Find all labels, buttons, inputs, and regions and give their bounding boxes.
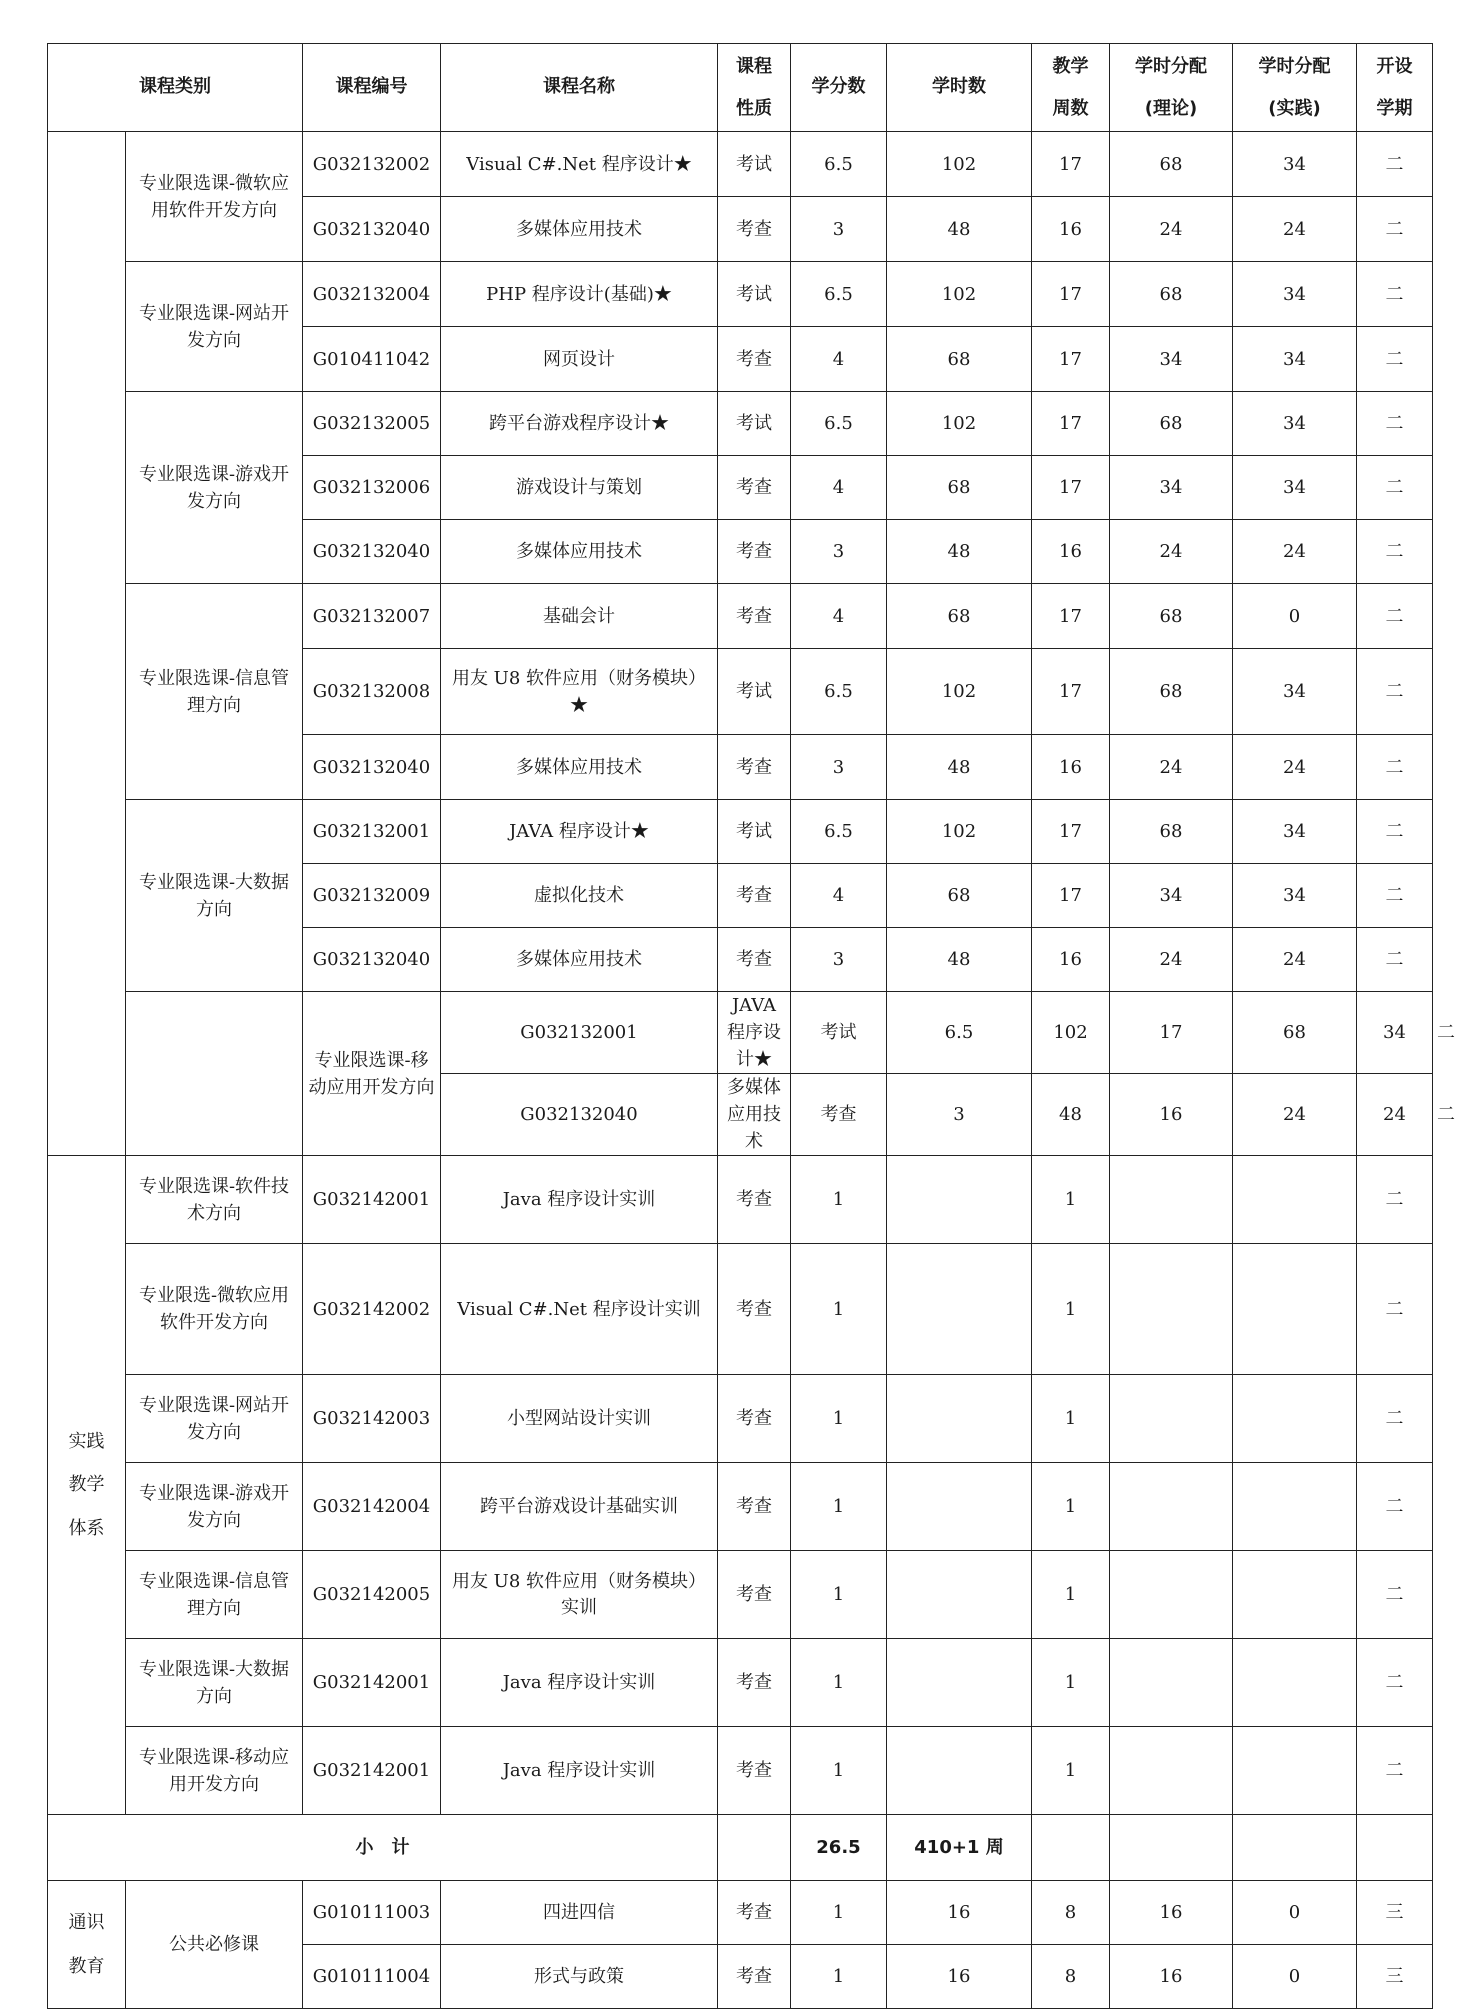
course-credits: 4	[791, 327, 887, 392]
course-credits: 6.5	[791, 800, 887, 864]
course-nature: 考查	[718, 1463, 791, 1551]
course-code: G032132009	[303, 864, 441, 928]
course-code: G010111004	[303, 1945, 441, 2009]
course-practice	[1233, 1727, 1357, 1815]
table-row	[48, 1375, 1433, 1463]
course-theory	[1110, 1375, 1233, 1463]
group-game: 专业限选课-游戏开发方向	[126, 392, 303, 584]
subtotal-practice-blank	[1233, 1815, 1357, 1881]
course-hours	[887, 1551, 1032, 1639]
course-theory: 16	[1110, 1945, 1233, 2009]
course-practice	[1233, 1156, 1357, 1244]
course-semester: 三	[1357, 1881, 1433, 1945]
group-info: 专业限选课-信息管理方向	[126, 584, 303, 800]
course-weeks: 17	[1032, 584, 1110, 649]
course-hours: 48	[887, 735, 1032, 800]
course-theory: 68	[1110, 649, 1233, 735]
course-semester: 二	[1357, 262, 1433, 327]
course-theory: 68	[1110, 800, 1233, 864]
course-nature: 考查	[718, 1375, 791, 1463]
course-credits: 1	[791, 1156, 887, 1244]
course-credits: 4	[791, 864, 887, 928]
course-nature: 考查	[718, 735, 791, 800]
course-weeks: 17	[1032, 132, 1110, 197]
course-theory	[1110, 1639, 1233, 1727]
course-practice: 0	[1233, 1945, 1357, 2009]
header-theory: 学时分配(理论)	[1110, 44, 1233, 132]
course-credits: 3	[791, 735, 887, 800]
group-practice-web: 专业限选课-网站开发方向	[126, 1375, 303, 1463]
course-practice	[1233, 1463, 1357, 1551]
course-nature: 考查	[718, 1727, 791, 1815]
course-weeks: 8	[1032, 1881, 1110, 1945]
group-practice-mobile: 专业限选课-移动应用开发方向	[126, 1727, 303, 1815]
course-practice: 34	[1233, 327, 1357, 392]
course-credits: 4	[791, 456, 887, 520]
course-practice	[1233, 1375, 1357, 1463]
course-semester: 二	[1357, 1244, 1433, 1375]
course-nature: 考试	[791, 992, 887, 1074]
table-row	[48, 1463, 1433, 1551]
course-practice: 0	[1233, 584, 1357, 649]
course-semester: 二	[1357, 392, 1433, 456]
course-nature: 考查	[718, 864, 791, 928]
header-nature: 课程性质	[718, 44, 791, 132]
course-semester: 二	[1357, 928, 1433, 992]
table-row	[48, 262, 1433, 327]
course-hours: 48	[887, 197, 1032, 262]
course-practice: 34	[1233, 262, 1357, 327]
course-weeks: 16	[1032, 928, 1110, 992]
course-hours: 48	[887, 928, 1032, 992]
course-credits: 3	[791, 197, 887, 262]
course-code: G032132040	[303, 735, 441, 800]
course-name: 多媒体应用技术	[718, 1074, 791, 1156]
course-semester: 二	[1357, 132, 1433, 197]
subtotal-hours: 410+1 周	[887, 1815, 1032, 1881]
course-semester: 二	[1357, 520, 1433, 584]
group-mobile: 专业限选课-移动应用开发方向	[303, 992, 441, 1156]
course-semester: 二	[1357, 1727, 1433, 1815]
course-theory: 24	[1233, 1074, 1357, 1156]
course-weeks: 16	[1032, 197, 1110, 262]
table-row	[48, 584, 1433, 649]
course-theory	[1110, 1156, 1233, 1244]
course-practice: 24	[1233, 197, 1357, 262]
group-bigdata: 专业限选课-大数据方向	[126, 800, 303, 992]
course-name: Java 程序设计实训	[441, 1727, 718, 1815]
header-name: 课程名称	[441, 44, 718, 132]
table-row	[48, 1156, 1433, 1244]
course-nature: 考查	[718, 1156, 791, 1244]
category-blank-2	[126, 992, 303, 1156]
course-name: 多媒体应用技术	[441, 197, 718, 262]
course-name: Java 程序设计实训	[441, 1639, 718, 1727]
course-name: 基础会计	[441, 584, 718, 649]
course-hours: 102	[1032, 992, 1110, 1074]
course-code: G032132005	[303, 392, 441, 456]
course-name: 跨平台游戏设计基础实训	[441, 1463, 718, 1551]
course-name: 四进四信	[441, 1881, 718, 1945]
course-name: PHP 程序设计(基础)★	[441, 262, 718, 327]
course-practice: 34	[1357, 992, 1433, 1074]
course-hours: 102	[887, 132, 1032, 197]
header-row	[48, 44, 1433, 132]
course-code: G032142002	[303, 1244, 441, 1375]
course-credits: 1	[791, 1375, 887, 1463]
course-weeks: 1	[1032, 1463, 1110, 1551]
course-semester: 二	[1357, 1551, 1433, 1639]
course-theory: 68	[1110, 262, 1233, 327]
course-semester: 二	[1357, 327, 1433, 392]
course-practice: 34	[1233, 649, 1357, 735]
course-hours: 16	[887, 1881, 1032, 1945]
course-semester: 二	[1357, 864, 1433, 928]
course-hours	[887, 1244, 1032, 1375]
course-credits: 3	[791, 928, 887, 992]
course-theory: 34	[1110, 327, 1233, 392]
course-code: G032132007	[303, 584, 441, 649]
course-code: G032132001	[441, 992, 718, 1074]
course-semester: 三	[1357, 1945, 1433, 2009]
course-hours: 48	[1032, 1074, 1110, 1156]
course-name: 跨平台游戏程序设计★	[441, 392, 718, 456]
course-credits: 1	[791, 1463, 887, 1551]
category-blank	[48, 132, 126, 1156]
group-web: 专业限选课-网站开发方向	[126, 262, 303, 392]
course-code: G032142005	[303, 1551, 441, 1639]
course-name: 小型网站设计实训	[441, 1375, 718, 1463]
course-practice: 34	[1233, 800, 1357, 864]
course-hours: 102	[887, 262, 1032, 327]
course-weeks: 16	[1032, 520, 1110, 584]
header-code: 课程编号	[303, 44, 441, 132]
table-row	[48, 1727, 1433, 1815]
course-name: 用友 U8 软件应用（财务模块）实训	[441, 1551, 718, 1639]
course-practice: 34	[1233, 864, 1357, 928]
group-practice-ms: 专业限选-微软应用软件开发方向	[126, 1244, 303, 1375]
course-hours: 16	[887, 1945, 1032, 2009]
subtotal-weeks-blank	[1032, 1815, 1110, 1881]
course-theory: 16	[1110, 1881, 1233, 1945]
course-nature: 考查	[718, 584, 791, 649]
course-theory: 24	[1110, 197, 1233, 262]
course-hours: 68	[887, 327, 1032, 392]
course-credits: 1	[791, 1639, 887, 1727]
course-hours	[887, 1375, 1032, 1463]
table-row: G032132040 多媒体应用技术 考查 3 48 16 24 24 二	[48, 1074, 1433, 1156]
course-hours: 102	[887, 800, 1032, 864]
course-weeks: 16	[1032, 735, 1110, 800]
course-weeks: 1	[1032, 1375, 1110, 1463]
course-practice: 34	[1233, 132, 1357, 197]
course-credits: 6.5	[791, 132, 887, 197]
table-row	[48, 800, 1433, 864]
course-theory: 68	[1110, 584, 1233, 649]
course-weeks: 8	[1032, 1945, 1110, 2009]
course-nature: 考试	[718, 262, 791, 327]
course-code: G032132004	[303, 262, 441, 327]
course-semester: 二	[1357, 649, 1433, 735]
table-row	[48, 132, 1433, 197]
table-row	[48, 1244, 1433, 1375]
table-row	[48, 1639, 1433, 1727]
header-practice: 学时分配(实践)	[1233, 44, 1357, 132]
course-theory	[1110, 1463, 1233, 1551]
course-nature: 考查	[791, 1074, 887, 1156]
course-nature: 考查	[718, 1244, 791, 1375]
table-row: 专业限选课-移动应用开发方向 G032132001 JAVA 程序设计★ 考试 6.5 102 17 68 34 二	[48, 992, 1433, 1074]
course-name: JAVA 程序设计★	[441, 800, 718, 864]
header-category: 课程类别	[48, 44, 303, 132]
course-code: G032132006	[303, 456, 441, 520]
subtotal-nature-blank	[718, 1815, 791, 1881]
course-theory	[1110, 1727, 1233, 1815]
course-weeks: 17	[1032, 262, 1110, 327]
course-name: 用友 U8 软件应用（财务模块）★	[441, 649, 718, 735]
course-code: G010111003	[303, 1881, 441, 1945]
course-weeks: 17	[1032, 864, 1110, 928]
course-nature: 考查	[718, 1881, 791, 1945]
course-semester: 二	[1357, 456, 1433, 520]
course-name: 多媒体应用技术	[441, 735, 718, 800]
group-practice-game: 专业限选课-游戏开发方向	[126, 1463, 303, 1551]
course-weeks: 17	[1110, 992, 1233, 1074]
table-row	[48, 1551, 1433, 1639]
course-nature: 考查	[718, 327, 791, 392]
course-weeks: 17	[1032, 800, 1110, 864]
course-practice: 24	[1233, 928, 1357, 992]
course-nature: 考查	[718, 1945, 791, 2009]
course-practice: 34	[1233, 392, 1357, 456]
curriculum-table	[47, 43, 1455, 2009]
course-code: G032142001	[303, 1156, 441, 1244]
course-code: G032132040	[303, 197, 441, 262]
table-row	[48, 392, 1433, 456]
course-weeks: 17	[1032, 456, 1110, 520]
course-theory: 68	[1233, 992, 1357, 1074]
header-weeks: 教学周数	[1032, 44, 1110, 132]
course-practice: 24	[1233, 735, 1357, 800]
course-code: G032132002	[303, 132, 441, 197]
course-nature: 考查	[718, 197, 791, 262]
course-weeks: 1	[1032, 1244, 1110, 1375]
course-nature: 考查	[718, 520, 791, 584]
course-weeks: 1	[1032, 1639, 1110, 1727]
course-credits: 1	[791, 1551, 887, 1639]
course-credits: 6.5	[791, 392, 887, 456]
course-weeks: 1	[1032, 1727, 1110, 1815]
course-name: 虚拟化技术	[441, 864, 718, 928]
course-name: 游戏设计与策划	[441, 456, 718, 520]
course-hours: 68	[887, 456, 1032, 520]
general-edu-label: 通识教育	[48, 1881, 126, 2009]
course-code: G032142001	[303, 1639, 441, 1727]
course-semester: 二	[1357, 1375, 1433, 1463]
course-hours	[887, 1639, 1032, 1727]
group-practice-bigdata: 专业限选课-大数据方向	[126, 1639, 303, 1727]
course-theory	[1110, 1551, 1233, 1639]
course-theory: 34	[1110, 456, 1233, 520]
course-code: G010411042	[303, 327, 441, 392]
course-nature: 考查	[718, 456, 791, 520]
course-name: 网页设计	[441, 327, 718, 392]
course-theory: 68	[1110, 132, 1233, 197]
course-credits: 1	[791, 1244, 887, 1375]
course-credits: 4	[791, 584, 887, 649]
course-nature: 考查	[718, 1551, 791, 1639]
course-credits: 6.5	[791, 262, 887, 327]
course-hours	[887, 1463, 1032, 1551]
course-credits: 1	[791, 1727, 887, 1815]
course-credits: 6.5	[791, 649, 887, 735]
course-credits: 1	[791, 1881, 887, 1945]
course-semester: 二	[1357, 735, 1433, 800]
course-practice: 0	[1233, 1881, 1357, 1945]
course-nature: 考试	[718, 800, 791, 864]
course-practice	[1233, 1244, 1357, 1375]
course-weeks: 17	[1032, 392, 1110, 456]
practice-system-label: 实践教学体系	[48, 1156, 126, 1815]
course-code: G032132040	[303, 520, 441, 584]
course-name: Visual C#.Net 程序设计★	[441, 132, 718, 197]
course-semester: 二	[1357, 197, 1433, 262]
course-credits: 6.5	[887, 992, 1032, 1074]
course-nature: 考查	[718, 1639, 791, 1727]
header-credits: 学分数	[791, 44, 887, 132]
subtotal-row	[48, 1815, 1433, 1881]
course-code: G032132040	[303, 928, 441, 992]
course-theory	[1110, 1244, 1233, 1375]
course-hours: 102	[887, 649, 1032, 735]
course-theory: 24	[1110, 928, 1233, 992]
course-code: G032142003	[303, 1375, 441, 1463]
course-name: JAVA 程序设计★	[718, 992, 791, 1074]
subtotal-credits: 26.5	[791, 1815, 887, 1881]
table-row	[48, 1881, 1433, 1945]
course-practice	[1233, 1639, 1357, 1727]
course-practice: 24	[1233, 520, 1357, 584]
course-semester: 二	[1357, 1156, 1433, 1244]
subtotal-theory-blank	[1110, 1815, 1233, 1881]
group-practice-soft: 专业限选课-软件技术方向	[126, 1156, 303, 1244]
course-weeks: 17	[1032, 649, 1110, 735]
course-theory: 24	[1110, 520, 1233, 584]
course-code: G032142004	[303, 1463, 441, 1551]
course-code: G032132008	[303, 649, 441, 735]
course-nature: 考试	[718, 132, 791, 197]
course-hours: 48	[887, 520, 1032, 584]
course-weeks: 17	[1032, 327, 1110, 392]
course-credits: 3	[887, 1074, 1032, 1156]
group-ms: 专业限选课-微软应用软件开发方向	[126, 132, 303, 262]
course-name: Java 程序设计实训	[441, 1156, 718, 1244]
header-hours: 学时数	[887, 44, 1032, 132]
course-nature: 考试	[718, 649, 791, 735]
group-public-required: 公共必修课	[126, 1881, 303, 2009]
course-hours: 68	[887, 584, 1032, 649]
course-hours	[887, 1156, 1032, 1244]
course-semester: 二	[1357, 800, 1433, 864]
course-weeks: 1	[1032, 1551, 1110, 1639]
subtotal-semester-blank	[1357, 1815, 1433, 1881]
course-nature: 考试	[718, 392, 791, 456]
course-name: 多媒体应用技术	[441, 928, 718, 992]
course-hours: 68	[887, 864, 1032, 928]
course-code: G032142001	[303, 1727, 441, 1815]
course-practice	[1233, 1551, 1357, 1639]
course-semester: 二	[1357, 1463, 1433, 1551]
course-name: Visual C#.Net 程序设计实训	[441, 1244, 718, 1375]
course-code: G032132040	[441, 1074, 718, 1156]
course-practice: 24	[1357, 1074, 1433, 1156]
course-semester: 二	[1357, 1639, 1433, 1727]
course-semester: 二	[1357, 584, 1433, 649]
course-name: 形式与政策	[441, 1945, 718, 2009]
course-hours: 102	[887, 392, 1032, 456]
course-theory: 34	[1110, 864, 1233, 928]
header-semester: 开设学期	[1357, 44, 1433, 132]
subtotal-label: 小 计	[48, 1815, 718, 1881]
course-practice: 34	[1233, 456, 1357, 520]
course-weeks: 16	[1110, 1074, 1233, 1156]
course-name: 多媒体应用技术	[441, 520, 718, 584]
course-theory: 24	[1110, 735, 1233, 800]
course-nature: 考查	[718, 928, 791, 992]
group-practice-info: 专业限选课-信息管理方向	[126, 1551, 303, 1639]
course-theory: 68	[1110, 392, 1233, 456]
course-credits: 3	[791, 520, 887, 584]
course-weeks: 1	[1032, 1156, 1110, 1244]
course-credits: 1	[791, 1945, 887, 2009]
course-code: G032132001	[303, 800, 441, 864]
course-hours	[887, 1727, 1032, 1815]
